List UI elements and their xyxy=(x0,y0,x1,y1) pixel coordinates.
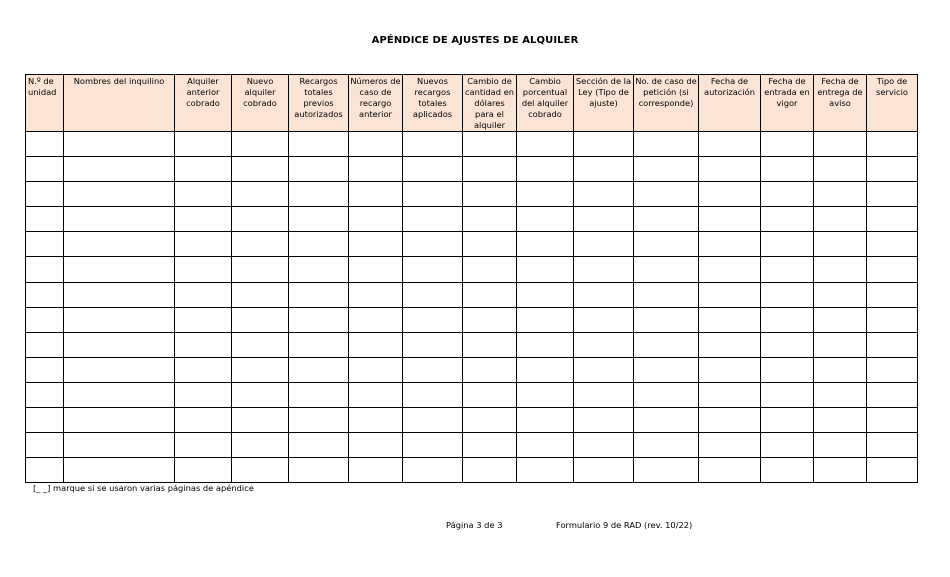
table-cell[interactable] xyxy=(232,282,289,307)
table-cell[interactable] xyxy=(699,307,761,332)
table-cell[interactable] xyxy=(517,207,574,232)
table-cell[interactable] xyxy=(289,157,349,182)
table-cell[interactable] xyxy=(26,132,64,157)
table-cell[interactable] xyxy=(574,282,634,307)
table-cell[interactable] xyxy=(289,307,349,332)
col-header-new-rent: Nuevo alquiler cobrado xyxy=(232,75,289,132)
table-cell[interactable] xyxy=(517,132,574,157)
rent-adjustment-table xyxy=(25,74,918,483)
table-cell[interactable] xyxy=(403,207,463,232)
header-row xyxy=(26,75,918,132)
table-cell[interactable] xyxy=(867,182,918,207)
table-cell[interactable] xyxy=(289,132,349,157)
table-cell[interactable] xyxy=(26,182,64,207)
table-cell[interactable] xyxy=(814,282,867,307)
table-cell[interactable] xyxy=(517,433,574,458)
table-cell[interactable] xyxy=(64,232,175,257)
table-cell[interactable] xyxy=(814,332,867,357)
table-cell[interactable] xyxy=(761,307,814,332)
multiple-pages-checkbox-note[interactable]: [_ _] marque si se usaron varias páginas de apéndice xyxy=(33,483,254,493)
table-cell[interactable] xyxy=(463,132,517,157)
table-cell[interactable] xyxy=(867,207,918,232)
table-cell[interactable] xyxy=(761,207,814,232)
table-cell[interactable] xyxy=(349,408,403,433)
table-cell[interactable] xyxy=(463,307,517,332)
table-cell[interactable] xyxy=(867,257,918,282)
table-cell[interactable] xyxy=(699,382,761,407)
table-cell[interactable] xyxy=(64,157,175,182)
table-cell[interactable] xyxy=(463,433,517,458)
table-cell[interactable] xyxy=(175,332,232,357)
table-cell[interactable] xyxy=(175,282,232,307)
table-cell[interactable] xyxy=(699,357,761,382)
table-cell[interactable] xyxy=(175,157,232,182)
col-header-effective-date: Fecha de entrada en vigor xyxy=(761,75,814,132)
table-cell[interactable] xyxy=(403,157,463,182)
table-cell[interactable] xyxy=(232,433,289,458)
table-cell[interactable] xyxy=(289,257,349,282)
table-cell[interactable] xyxy=(634,382,699,407)
table-cell[interactable] xyxy=(349,207,403,232)
table-cell[interactable] xyxy=(349,257,403,282)
table-cell[interactable] xyxy=(867,307,918,332)
table-cell[interactable] xyxy=(463,357,517,382)
table-cell[interactable] xyxy=(175,458,232,483)
table-cell[interactable] xyxy=(761,132,814,157)
table-cell[interactable] xyxy=(814,132,867,157)
form-identifier: Formulario 9 de RAD (rev. 10/22) xyxy=(556,520,693,530)
table-row xyxy=(26,357,918,382)
table-cell[interactable] xyxy=(175,207,232,232)
table-cell[interactable] xyxy=(814,232,867,257)
table-cell[interactable] xyxy=(574,408,634,433)
table-cell[interactable] xyxy=(289,433,349,458)
table-row xyxy=(26,307,918,332)
table-row xyxy=(26,257,918,282)
table-row xyxy=(26,408,918,433)
table-cell[interactable] xyxy=(175,357,232,382)
table-cell[interactable] xyxy=(64,408,175,433)
table-cell[interactable] xyxy=(26,157,64,182)
table-cell[interactable] xyxy=(574,433,634,458)
table-cell[interactable] xyxy=(64,257,175,282)
col-header-service-type: Tipo de servicio xyxy=(867,75,918,132)
table-cell[interactable] xyxy=(403,232,463,257)
table-cell[interactable] xyxy=(517,408,574,433)
table-cell[interactable] xyxy=(867,232,918,257)
table-cell[interactable] xyxy=(814,458,867,483)
table-cell[interactable] xyxy=(463,157,517,182)
table-cell[interactable] xyxy=(761,232,814,257)
table-cell[interactable] xyxy=(26,332,64,357)
table-cell[interactable] xyxy=(26,207,64,232)
table-cell[interactable] xyxy=(175,382,232,407)
table-cell[interactable] xyxy=(349,458,403,483)
table-row xyxy=(26,157,918,182)
table-cell[interactable] xyxy=(349,132,403,157)
table-cell[interactable] xyxy=(175,257,232,282)
table-cell[interactable] xyxy=(232,207,289,232)
page-title: APÉNDICE DE AJUSTES DE ALQUILER xyxy=(371,35,579,46)
table-cell[interactable] xyxy=(814,207,867,232)
table-cell[interactable] xyxy=(349,433,403,458)
table-cell[interactable] xyxy=(634,232,699,257)
table-cell[interactable] xyxy=(814,408,867,433)
table-cell[interactable] xyxy=(761,357,814,382)
table-cell[interactable] xyxy=(64,458,175,483)
table-cell[interactable] xyxy=(232,458,289,483)
table-cell[interactable] xyxy=(289,458,349,483)
table-cell[interactable] xyxy=(517,182,574,207)
table-cell[interactable] xyxy=(867,357,918,382)
table-cell[interactable] xyxy=(517,332,574,357)
table-cell[interactable] xyxy=(574,207,634,232)
table-row xyxy=(26,433,918,458)
col-header-tenant-names: Nombres del inquilino xyxy=(64,75,175,132)
table-row xyxy=(26,132,918,157)
table-cell[interactable] xyxy=(761,332,814,357)
table-cell[interactable] xyxy=(699,458,761,483)
col-header-authorization-date: Fecha de autorización xyxy=(699,75,761,132)
table-cell[interactable] xyxy=(867,332,918,357)
table-cell[interactable] xyxy=(867,433,918,458)
table-row xyxy=(26,382,918,407)
table-cell[interactable] xyxy=(403,332,463,357)
table-cell[interactable] xyxy=(289,408,349,433)
table-cell[interactable] xyxy=(64,207,175,232)
table-cell[interactable] xyxy=(403,357,463,382)
table-cell[interactable] xyxy=(232,132,289,157)
table-cell[interactable] xyxy=(289,182,349,207)
table-cell[interactable] xyxy=(232,307,289,332)
table-cell[interactable] xyxy=(761,182,814,207)
table-cell[interactable] xyxy=(232,257,289,282)
col-header-law-section: Sección de la Ley (Tipo de ajuste) xyxy=(574,75,634,132)
table-row xyxy=(26,207,918,232)
table-cell[interactable] xyxy=(699,433,761,458)
table-cell[interactable] xyxy=(574,332,634,357)
table-cell[interactable] xyxy=(634,157,699,182)
table-cell[interactable] xyxy=(175,232,232,257)
table-cell[interactable] xyxy=(814,357,867,382)
col-header-new-surcharges: Nuevos recargos totales aplicados xyxy=(403,75,463,132)
table-row xyxy=(26,332,918,357)
table-cell[interactable] xyxy=(463,382,517,407)
table-cell[interactable] xyxy=(574,357,634,382)
table-cell[interactable] xyxy=(867,458,918,483)
table-cell[interactable] xyxy=(634,357,699,382)
table-cell[interactable] xyxy=(814,433,867,458)
table-cell[interactable] xyxy=(699,232,761,257)
table-cell[interactable] xyxy=(232,408,289,433)
table-cell[interactable] xyxy=(814,257,867,282)
table-cell[interactable] xyxy=(403,132,463,157)
table-cell[interactable] xyxy=(634,207,699,232)
table-cell[interactable] xyxy=(463,408,517,433)
table-cell[interactable] xyxy=(175,433,232,458)
table-cell[interactable] xyxy=(64,357,175,382)
table-cell[interactable] xyxy=(289,332,349,357)
col-header-dollar-change: Cambio de cantidad en dólares para el alquiler xyxy=(463,75,517,132)
col-header-percent-change: Cambio porcentual del alquiler cobrado xyxy=(517,75,574,132)
table-cell[interactable] xyxy=(289,357,349,382)
table-cell[interactable] xyxy=(814,382,867,407)
col-header-prior-case-numbers: Números de caso de recargo anterior xyxy=(349,75,403,132)
table-cell[interactable] xyxy=(175,182,232,207)
table-cell[interactable] xyxy=(289,207,349,232)
table-cell[interactable] xyxy=(403,307,463,332)
table-cell[interactable] xyxy=(699,332,761,357)
table-cell[interactable] xyxy=(403,458,463,483)
table-cell[interactable] xyxy=(634,433,699,458)
col-header-petition-case: No. de caso de petición (si corresponde) xyxy=(634,75,699,132)
table-cell[interactable] xyxy=(26,382,64,407)
table-cell[interactable] xyxy=(349,307,403,332)
table-row xyxy=(26,458,918,483)
table-cell[interactable] xyxy=(761,458,814,483)
table-cell[interactable] xyxy=(699,132,761,157)
table-cell[interactable] xyxy=(26,257,64,282)
page-number: Página 3 de 3 xyxy=(446,520,503,530)
table-cell[interactable] xyxy=(175,307,232,332)
table-cell[interactable] xyxy=(761,282,814,307)
table-cell[interactable] xyxy=(26,458,64,483)
table-cell[interactable] xyxy=(403,282,463,307)
table-cell[interactable] xyxy=(867,382,918,407)
table-cell[interactable] xyxy=(699,182,761,207)
table-cell[interactable] xyxy=(574,458,634,483)
table-cell[interactable] xyxy=(64,132,175,157)
table-cell[interactable] xyxy=(403,433,463,458)
table-cell[interactable] xyxy=(232,232,289,257)
table-cell[interactable] xyxy=(64,332,175,357)
table-cell[interactable] xyxy=(64,433,175,458)
table-cell[interactable] xyxy=(517,307,574,332)
table-cell[interactable] xyxy=(814,182,867,207)
table-cell[interactable] xyxy=(761,382,814,407)
table-cell[interactable] xyxy=(349,357,403,382)
table-cell[interactable] xyxy=(232,357,289,382)
table-cell[interactable] xyxy=(761,157,814,182)
table-cell[interactable] xyxy=(289,282,349,307)
table-cell[interactable] xyxy=(403,182,463,207)
table-cell[interactable] xyxy=(463,232,517,257)
table-cell[interactable] xyxy=(699,207,761,232)
table-row xyxy=(26,182,918,207)
table-cell[interactable] xyxy=(634,282,699,307)
table-cell[interactable] xyxy=(232,157,289,182)
table-cell[interactable] xyxy=(26,232,64,257)
table-cell[interactable] xyxy=(64,307,175,332)
table-cell[interactable] xyxy=(867,408,918,433)
table-cell[interactable] xyxy=(574,382,634,407)
table-cell[interactable] xyxy=(634,257,699,282)
table-cell[interactable] xyxy=(517,257,574,282)
table-cell[interactable] xyxy=(867,157,918,182)
table-cell[interactable] xyxy=(699,282,761,307)
table-cell[interactable] xyxy=(574,257,634,282)
col-header-prior-surcharges: Recargos totales previos autorizados xyxy=(289,75,349,132)
table-cell[interactable] xyxy=(349,382,403,407)
table-cell[interactable] xyxy=(232,382,289,407)
table-cell[interactable] xyxy=(574,182,634,207)
table-cell[interactable] xyxy=(349,332,403,357)
table-cell[interactable] xyxy=(64,182,175,207)
table-cell[interactable] xyxy=(574,132,634,157)
table-cell[interactable] xyxy=(634,408,699,433)
table-cell[interactable] xyxy=(463,257,517,282)
table-cell[interactable] xyxy=(64,282,175,307)
table-cell[interactable] xyxy=(699,257,761,282)
table-cell[interactable] xyxy=(463,332,517,357)
table-cell[interactable] xyxy=(26,408,64,433)
table-cell[interactable] xyxy=(175,408,232,433)
table-cell[interactable] xyxy=(517,357,574,382)
table-cell[interactable] xyxy=(403,382,463,407)
table-cell[interactable] xyxy=(574,157,634,182)
table-cell[interactable] xyxy=(761,257,814,282)
table-cell[interactable] xyxy=(517,232,574,257)
table-cell[interactable] xyxy=(349,157,403,182)
table-cell[interactable] xyxy=(634,182,699,207)
table-cell[interactable] xyxy=(232,182,289,207)
table-cell[interactable] xyxy=(517,382,574,407)
table-cell[interactable] xyxy=(634,307,699,332)
table-cell[interactable] xyxy=(463,207,517,232)
table-cell[interactable] xyxy=(349,232,403,257)
table-cell[interactable] xyxy=(517,157,574,182)
table-cell[interactable] xyxy=(26,433,64,458)
table-cell[interactable] xyxy=(574,307,634,332)
table-cell[interactable] xyxy=(463,282,517,307)
table-cell[interactable] xyxy=(867,132,918,157)
col-header-previous-rent: Alquiler anterior cobrado xyxy=(175,75,232,132)
table-cell[interactable] xyxy=(699,408,761,433)
table-cell[interactable] xyxy=(517,458,574,483)
table-cell[interactable] xyxy=(634,332,699,357)
table-cell[interactable] xyxy=(64,382,175,407)
table-cell[interactable] xyxy=(403,408,463,433)
col-header-notice-date: Fecha de entrega de aviso xyxy=(814,75,867,132)
table-cell[interactable] xyxy=(349,182,403,207)
table-cell[interactable] xyxy=(634,132,699,157)
table-cell[interactable] xyxy=(761,433,814,458)
table-cell[interactable] xyxy=(403,257,463,282)
table-cell[interactable] xyxy=(634,458,699,483)
table-cell[interactable] xyxy=(289,382,349,407)
table-cell[interactable] xyxy=(814,307,867,332)
table-row xyxy=(26,232,918,257)
table-cell[interactable] xyxy=(463,458,517,483)
table-cell[interactable] xyxy=(517,282,574,307)
table-cell[interactable] xyxy=(349,282,403,307)
table-cell[interactable] xyxy=(26,307,64,332)
table-cell[interactable] xyxy=(26,357,64,382)
table-cell[interactable] xyxy=(175,132,232,157)
table-cell[interactable] xyxy=(26,282,64,307)
table-row xyxy=(26,282,918,307)
table-cell[interactable] xyxy=(699,157,761,182)
col-header-unit-number: N.º de unidad xyxy=(26,75,64,132)
table-cell[interactable] xyxy=(463,182,517,207)
table-cell[interactable] xyxy=(867,282,918,307)
table-cell[interactable] xyxy=(289,232,349,257)
table-cell[interactable] xyxy=(761,408,814,433)
table-cell[interactable] xyxy=(574,232,634,257)
table-cell[interactable] xyxy=(814,157,867,182)
table-cell[interactable] xyxy=(232,332,289,357)
